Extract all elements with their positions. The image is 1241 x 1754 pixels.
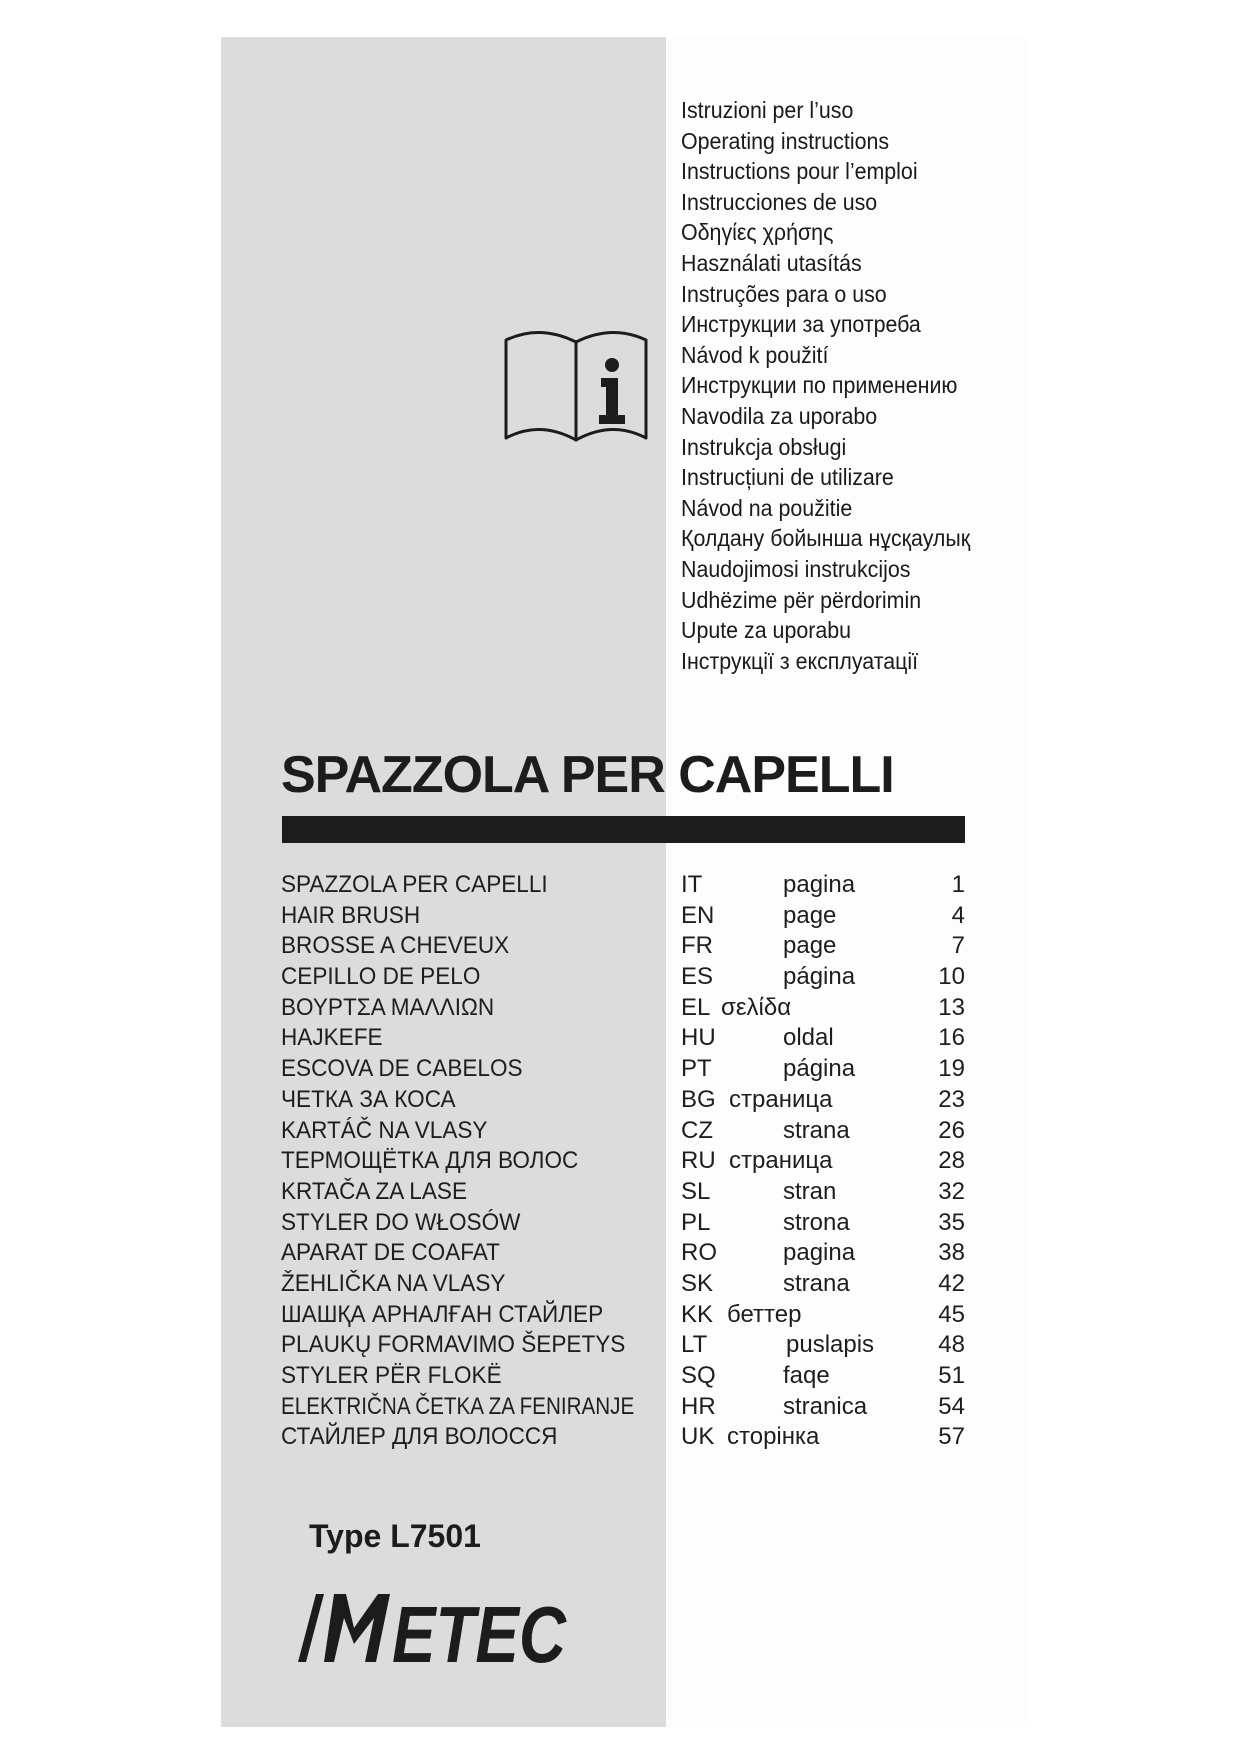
model-type-label: Type L7501 <box>309 1518 481 1554</box>
toc-product-name: ΒΟΥΡΤΣΑ ΜΑΛΛΙΩΝ <box>281 993 495 1021</box>
toc-product-name: ШАШҚА АРНАЛҒАН СТАЙЛЕР <box>281 1300 604 1328</box>
toc-page-number: 10 <box>938 963 965 991</box>
toc-page-word: faqe <box>783 1362 830 1389</box>
toc-language-code: FR <box>681 932 713 960</box>
toc-product-name: ТЕРМОЩЁТКА ДЛЯ ВОЛОС <box>281 1147 579 1175</box>
toc-language-code: ES <box>681 963 714 991</box>
toc-page-number: 45 <box>938 1300 965 1328</box>
toc-language-code: EL <box>681 993 711 1021</box>
toc-row <box>281 1331 971 1362</box>
toc-row <box>281 1147 971 1178</box>
language-item: Instrucciones de uso <box>681 188 878 215</box>
toc-page-word: pagina <box>783 1239 856 1267</box>
language-item: Udhëzime për përdorimin <box>681 586 922 613</box>
toc-product-name: ŽEHLIČKA NA VLASY <box>281 1269 506 1297</box>
language-item: Қолдану бойынша нұсқаулық <box>681 525 971 552</box>
toc-row <box>281 1270 971 1301</box>
toc-row <box>281 1178 971 1209</box>
toc-language-code: HU <box>681 1024 716 1052</box>
toc-row <box>281 1362 971 1393</box>
toc-language-code: UK <box>681 1423 715 1451</box>
toc-page-word: pagina <box>783 871 856 898</box>
toc-row <box>281 1024 971 1055</box>
language-item: Οδηγίες χρήσης <box>681 219 834 246</box>
toc-page-number: 13 <box>938 993 965 1021</box>
toc-product-name: HAJKEFE <box>281 1024 383 1052</box>
toc-page-word: stranica <box>783 1392 868 1420</box>
toc-page-number: 26 <box>938 1116 965 1144</box>
toc-page-word: беттер <box>727 1300 802 1328</box>
toc-page-number: 35 <box>938 1208 965 1236</box>
toc-language-code: SL <box>681 1177 711 1205</box>
toc-page-word: strana <box>783 1116 850 1144</box>
toc-page-word: stran <box>783 1177 837 1205</box>
toc-language-code: SQ <box>681 1362 716 1389</box>
toc-page-word: σελίδα <box>721 993 792 1021</box>
toc-row <box>281 1055 971 1086</box>
toc-product-name: ESCOVA DE CABELOS <box>281 1055 523 1083</box>
toc-product-name: APARAT DE COAFAT <box>281 1239 500 1267</box>
toc-product-name: CEPILLO DE PELO <box>281 963 481 991</box>
toc-language-code: PT <box>681 1055 712 1083</box>
language-item: Naudojimosi instrukcijos <box>681 555 911 582</box>
toc-row <box>281 1086 971 1117</box>
toc-row <box>281 932 971 963</box>
language-item: Upute za uporabu <box>681 617 852 644</box>
language-item: Инструкции по применению <box>681 372 958 399</box>
toc-page-number: 7 <box>951 932 965 960</box>
toc-product-name: KRTAČA ZA LASE <box>281 1177 467 1205</box>
toc-page-word: puslapis <box>786 1331 875 1359</box>
toc-row <box>281 1209 971 1240</box>
toc-page-number: 38 <box>938 1239 965 1267</box>
toc-row <box>281 902 971 933</box>
toc-language-code: IT <box>681 871 703 898</box>
toc-page-number: 48 <box>938 1331 965 1359</box>
toc-language-code: SK <box>681 1269 714 1297</box>
language-item: Operating instructions <box>681 127 890 154</box>
toc-language-code: CZ <box>681 1116 713 1144</box>
toc-page-number: 16 <box>938 1024 965 1052</box>
toc-page-word: page <box>783 901 837 929</box>
toc-page-word: oldal <box>783 1024 834 1052</box>
toc-page-number: 1 <box>951 871 965 898</box>
language-item: Navodila za uporabo <box>681 402 878 429</box>
toc-row <box>281 1117 971 1148</box>
language-item: Návod k použití <box>681 341 829 368</box>
toc-product-name: СТАЙЛЕР ДЛЯ ВОЛОССЯ <box>281 1423 558 1451</box>
toc-page-number: 19 <box>938 1055 965 1083</box>
toc-row <box>281 994 971 1025</box>
toc-page-word: strona <box>783 1208 850 1236</box>
toc-page-word: page <box>783 932 837 960</box>
toc-language-code: LT <box>681 1331 708 1359</box>
toc-page-number: 42 <box>938 1269 965 1297</box>
svg-text:ETEC: ETEC <box>392 1590 568 1679</box>
language-item: Инструкции за употреба <box>681 311 921 338</box>
toc-row <box>281 1301 971 1332</box>
language-item: Návod na použitie <box>681 494 853 521</box>
toc-product-name: PLAUKŲ FORMAVIMO ŠEPETYS <box>281 1331 626 1359</box>
toc-product-name: SPAZZOLA PER CAPELLI <box>281 871 548 898</box>
toc-product-name: ЧЕТКА ЗА КОСА <box>281 1085 456 1113</box>
title-underline-bar <box>282 816 965 843</box>
toc-product-name: STYLER DO WŁOSÓW <box>281 1208 521 1236</box>
language-item: Istruzioni per l’uso <box>681 97 854 123</box>
toc-page-word: страница <box>729 1147 833 1175</box>
toc-page-number: 51 <box>938 1362 965 1389</box>
toc-product-name: KARTÁČ NA VLASY <box>281 1116 488 1144</box>
toc-language-code: RU <box>681 1147 716 1175</box>
instructions-language-list <box>681 95 970 676</box>
toc-page-word: сторінка <box>727 1423 820 1451</box>
toc-page-number: 57 <box>938 1423 965 1451</box>
product-title: SPAZZOLA PER CAPELLI <box>281 746 894 804</box>
toc-row <box>281 1423 971 1454</box>
toc-product-name: BROSSE A CHEVEUX <box>281 932 510 960</box>
language-item: Instrukcja obsługi <box>681 433 847 460</box>
language-item: Інструкції з експлуатації <box>681 647 919 674</box>
toc-page-word: página <box>783 963 856 991</box>
manual-info-icon <box>502 328 650 442</box>
toc-language-code: EN <box>681 901 715 929</box>
toc-language-code: HR <box>681 1392 716 1420</box>
toc-page-number: 4 <box>951 901 965 929</box>
toc-row <box>281 1393 971 1424</box>
toc-language-code: RO <box>681 1239 717 1267</box>
toc-page-number: 23 <box>938 1085 965 1113</box>
toc-page-word: strana <box>783 1269 850 1297</box>
toc-product-name: STYLER PËR FLOKË <box>281 1362 502 1389</box>
language-item: Instruções para o uso <box>681 280 887 307</box>
table-of-contents <box>281 871 971 1454</box>
toc-page-number: 32 <box>938 1177 965 1205</box>
toc-page-word: страница <box>729 1085 833 1113</box>
toc-page-number: 28 <box>938 1147 965 1175</box>
toc-product-name: ELEKTRIČNA ČETKA ZA FENIRANJE <box>281 1392 635 1420</box>
toc-page-number: 54 <box>938 1392 965 1420</box>
language-item: Instructions pour l’emploi <box>681 158 918 185</box>
toc-language-code: PL <box>681 1208 711 1236</box>
toc-product-name: HAIR BRUSH <box>281 901 421 929</box>
toc-page-word: página <box>783 1055 856 1083</box>
toc-language-code: BG <box>681 1085 716 1113</box>
language-item: Használati utasítás <box>681 249 862 276</box>
toc-row <box>281 963 971 994</box>
toc-row <box>281 1239 971 1270</box>
imetec-logo <box>294 1588 570 1679</box>
toc-row <box>281 871 971 902</box>
toc-language-code: KK <box>681 1300 714 1328</box>
language-item: Instrucțiuni de utilizare <box>681 464 894 491</box>
